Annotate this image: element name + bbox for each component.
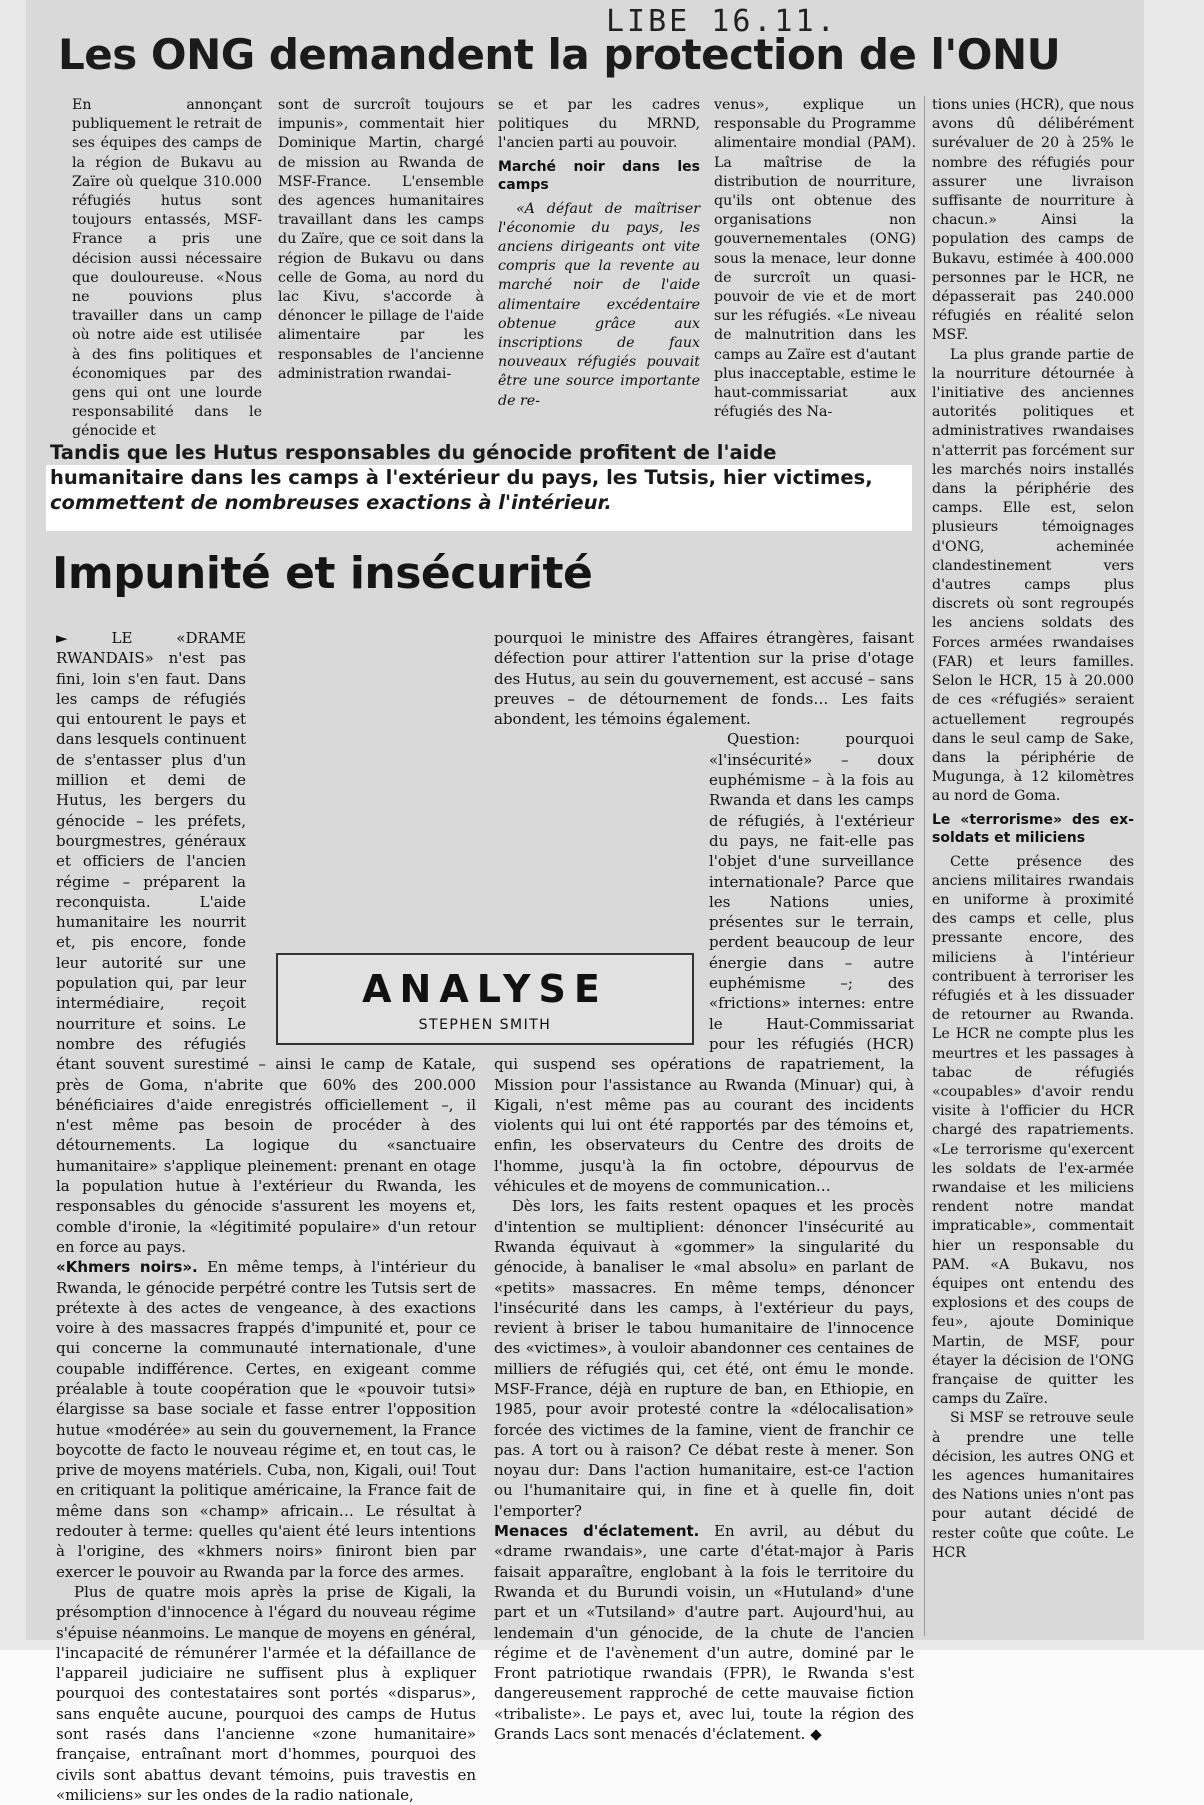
story1-col1-text: En annonçant publiquement le retrait de ses équipes des camps de la région de Bukavu au Zaïre où quelque 310.000 réfugiés hutus sont toujours entassés, MSF-France a pris une décision aussi nécessaire que douloureuse. «Nous ne pouvions plus travailler dans un camp où notre aide est utilisée à des fins politiques et économiques par des gens qui ont une lourde responsabilité dans le génocide et <box>72 97 262 440</box>
story1-col4-text: venus», explique un responsable du Programme alimentaire mondial (PAM). La maîtrise de la distribution de nourriture, qu'ils ont obtenue des organisations non gouvernementales (ONG) sous la menace, leur donne de surcroît un quasi-pouvoir de vie et de mort sur les réfugiés. «Le niveau de malnutrition dans les camps au Zaïre est d'autant plus inacceptable, estime le haut-commissariat aux réfugiés des Na- <box>714 97 916 421</box>
story1-column-4 <box>714 96 916 426</box>
story2-right-p2: Question: pourquoi «l'insécurité» – doux euphémisme – à la fois au Rwanda et dans les camps de réfugiés, à l'extérieur du pays, ne fait-elle pas l'objet d'une surveillance internationale? Parce que les Nations unies, présentes sur le terrain, perdent beaucoup de leur énergie dans – autre euphémisme –; des «frictions» internes: entre le Haut-Commissariat pour les réfugiés (HCR) qui suspend ses opérations de rapatriement, la Mission pour l'assistance au Rwanda (Minuar) qui, à Kigali, n'est même pas au courant des incidents violents qui lui ont été rapportés par des témoins et, enfin, les observateurs du Centre des droits de l'homme, jusqu'à la fin octobre, dépourvus de véhicules et de moyens de communication… <box>494 730 914 1196</box>
story2-right-p4: Menaces d'éclatement. En avril, au début du «drame rwandais», une carte d'état-major à Paris faisait apparaître, englobant à la fois le territoire du Rwanda et du Burundi voisin, un «Hutuland» d'une part et un «Tutsiland» d'autre part. Aujourd'hui, au lendemain d'un génocide, de la chute de l'ancien régime et de l'avènement d'un autre, dominé par le Front patriotique rwandais (FPR), le Rwanda s'est dangereusement rapproché de cette mauvaise fiction «tribaliste». Le pays et, avec lui, toute la région des Grands Lacs sont menacés d'éclatement. ◆ <box>494 1522 914 1744</box>
analyse-box <box>276 953 694 1045</box>
story1-column-2 <box>278 96 484 426</box>
story2-left-p3: Plus de quatre mois après la prise de Kigali, la présomption d'innocence à l'égard du nouveau régime s'épuise néanmoins. Le manque de moyens en général, l'incapacité de rémunérer l'armée et la défaillance de l'appareil judiciaire ne suffisent plus à expliquer pourquoi des contestataires sont portés «disparus», sans enquête aucune, pourquoi des camps de Hutus sont rasés dans l'ancienne «zone humanitaire» française, entraînant mort d'hommes, pourquoi des civils sont abattus devant témoins, puis travestis en «miliciens» sur les ondes de la radio nationale, <box>56 1582 476 1804</box>
analyse-label: ANALYSE <box>362 967 608 1011</box>
chapeau-line-2: humanitaire dans les camps à l'extérieur du pays, les Tutsis, hier victimes, <box>50 466 873 489</box>
headline-impunite: Impunité et insécurité <box>52 548 593 599</box>
subhead-terrorisme: Le «terrorisme» des ex-soldats et miliciens <box>932 811 1134 846</box>
lead-in-khmers: «Khmers noirs». <box>56 1258 198 1277</box>
story2-left-p1: ► LE «DRAME RWANDAIS» n'est pas fini, loin s'en faut. Dans les camps de réfugiés qui entourent le pays et dans lesquels continuent de s'entasser plus d'un million et demi de Hutus, les bergers du génocide – les préfets, bourgmestres, généraux et officiers de l'ancien régime – préparent la reconquista. L'aide humanitaire les nourrit et, pis encore, fonde leur autorité sur une population qui, par leur intermédiaire, reçoit nourriture et soins. Le nombre des réfugiés étant souvent surestimé – ainsi le camp de Katale, près de Goma, n'abrite que 60% des 200.000 bénéficiaires d'aide enregistrés officiellement –, il n'est même pas besoin de procéder à des détournements. La logique du «sanctuaire humanitaire» s'applique pleinement: prenant en otage la population hutue à l'extérieur du Rwanda, les responsables du génocide s'assurent les moyens et, comble d'ironie, la «légitimité populaire» d'un retour en force au pays. <box>56 629 476 1256</box>
story1-col3-text-a: se et par les cadres politiques du MRND, l'ancien parti au pouvoir. <box>498 97 700 152</box>
lead-in-menaces: Menaces d'éclatement. <box>494 1522 700 1541</box>
story2-left-column <box>56 628 476 1804</box>
headline-ong-onu: Les ONG demandent la protection de l'ONU <box>58 30 1061 79</box>
story1-col5-text-a: tions unies (HCR), que nous avons dû délibérément surévaluer de 20 à 25% le nombre des réfugiés pour assurer une livraison suffisante de nourriture à chacun.» Ainsi la population des camps de Bukavu, estimée à 400.000 personnes par le HCR, ne dépasserait pas 240.000 réfugiés en réalité selon MSF. <box>932 97 1134 344</box>
story2-left-p2: «Khmers noirs». En même temps, à l'intérieur du Rwanda, le génocide perpétré contre les Tutsis sert de prétexte à des actes de vengeance, à des exactions voire à des massacres frappés d'impunité et, pour ce qui concerne la communauté internationale, d'une coupable indifférence. Certes, en exigeant comme préalable à toute coopération que le «pouvoir tutsi» élargisse sa base sociale et fasse entrer l'opposition hutue «modérée» au sein du gouvernement, la France boycotte de facto le nouveau régime et, en tout cas, le prive de moyens matériels. Cuba, non, Kigali, oui! Tout en critiquant la politique américaine, la France fait de même dans son «champ» africain… Le résultat à redouter à terme: quelles qu'aient été leurs intentions à l'origine, des «khmers noirs» finiront bien par exercer le pouvoir au Rwanda par la force des armes. <box>56 1258 476 1581</box>
story1-col5-text-c: Cette présence des anciens militaires rwandais en uniforme à proximité des camps et celle, plus pressante encore, des miliciens à l'intérieur contribuent à terroriser les réfugiés et à les dissuader de retourner au Rwanda. Le HCR ne compte plus les meurtres et les passages à tabac de réfugiés «coupables» d'avoir rendu visite à l'officier du HCR chargé des rapatriements. «Le terrorisme qu'exercent les soldats de l'ex-armée rwandaise et les miliciens rendent notre mandat impraticable», commentait hier un responsable du PAM. «A Bukavu, nos équipes ont entendu des explosions et des coups de feu», ajoute Dominique Martin, de MSF, pour étayer la décision de l'ONG française de quitter les camps du Zaïre. <box>932 853 1134 1408</box>
story1-column-3 <box>498 96 700 426</box>
story2-right-p3: Dès lors, les faits restent opaques et les procès d'intention se multiplient: dénoncer l'insécurité au Rwanda équivaut à «gommer» la singularité du génocide, à banaliser le «mal absolu» en parlant de «petits» massacres. En même temps, dénoncer l'insécurité dans les camps, à l'extérieur du pays, revient à briser le tabou humanitaire de l'innocence des «victimes», à vouloir abandonner ces centaines de milliers de réfugiés qui, cet été, ont ému le monde. MSF-France, déjà en rupture de ban, en Ethiopie, en 1985, pour avoir protesté contre la «délocalisation» forcée des victimes de la famine, vient de franchir ce pas. A tort ou à raison? Ce débat reste à mener. Son noyau dur: Dans l'action humanitaire, est-ce l'action ou l'humanitaire qui, in fine et à quelle fin, doit l'emporter? <box>494 1197 914 1520</box>
subhead-marche-noir: Marché noir dans les camps <box>498 158 700 193</box>
story1-col2-text: sont de surcroît toujours impunis», commentait hier Dominique Martin, chargé de mission au Rwanda de MSF-France. L'ensemble des agences humanitaires travaillant dans les camps du Zaïre, que ce soit dans la région de Bukavu ou dans celle de Goma, au nord du lac Kivu, s'accorde à dénoncer le pillage de l'aide alimentaire par les responsables de l'ancienne administration rwandai- <box>278 97 484 382</box>
story1-column-5 <box>932 96 1134 1636</box>
story1-column-1 <box>72 96 262 440</box>
analyse-author: STEPHEN SMITH <box>418 1017 552 1033</box>
story2-right-p1: pourquoi le ministre des Affaires étrangères, faisant défection pour attirer l'attention sur la prise d'otage des Hutus, au sein du gouvernement, est accusé – sans preuves – de détournement de fonds… Les faits abondent, les témoins également. <box>494 629 914 729</box>
chapeau-line-3: commettent de nombreuses exactions à l'intérieur. <box>50 491 612 514</box>
column-divider <box>924 96 925 1636</box>
story2-right-column <box>494 628 914 1744</box>
story1-col5-text-d: Si MSF se retrouve seule à prendre une telle décision, les autres ONG et les agences humanitaires des Nations unies n'ont pas pour autant décidé de rester coûte que coûte. Le HCR <box>932 1410 1134 1561</box>
chapeau-line-1: Tandis que les Hutus responsables du génocide profitent de l'aide <box>50 441 777 464</box>
story1-col3-text-b: «A défaut de maîtriser l'économie du pays, les anciens dirigeants ont vite compris que la revente au marché noir de l'aide alimentaire excédentaire obtenue grâce aux inscriptions de faux nouveaux réfugiés pouvait être une source importante de re- <box>498 200 700 409</box>
story1-col5-text-b: La plus grande partie de la nourriture détournée à l'initiative des anciennes autorités politiques et administratives rwandaises n'atterrit pas forcément sur les marchés noirs installés dans la périphérie des camps. Elle est, selon plusieurs témoignages d'ONG, acheminée clandestinement vers d'autres camps plus discrets où sont regroupés les anciens soldats des Forces armées rwandaises (FAR) et leurs familles. Selon le HCR, 15 à 20.000 de ces «réfugiés» seraient actuellement regroupés dans le seul camp de Sake, dans la périphérie de Mugunga, à 12 kilomètres au nord de Goma. <box>932 346 1134 805</box>
handwritten-note: LIBE 16.11. <box>606 4 838 39</box>
chapeau <box>50 440 910 515</box>
